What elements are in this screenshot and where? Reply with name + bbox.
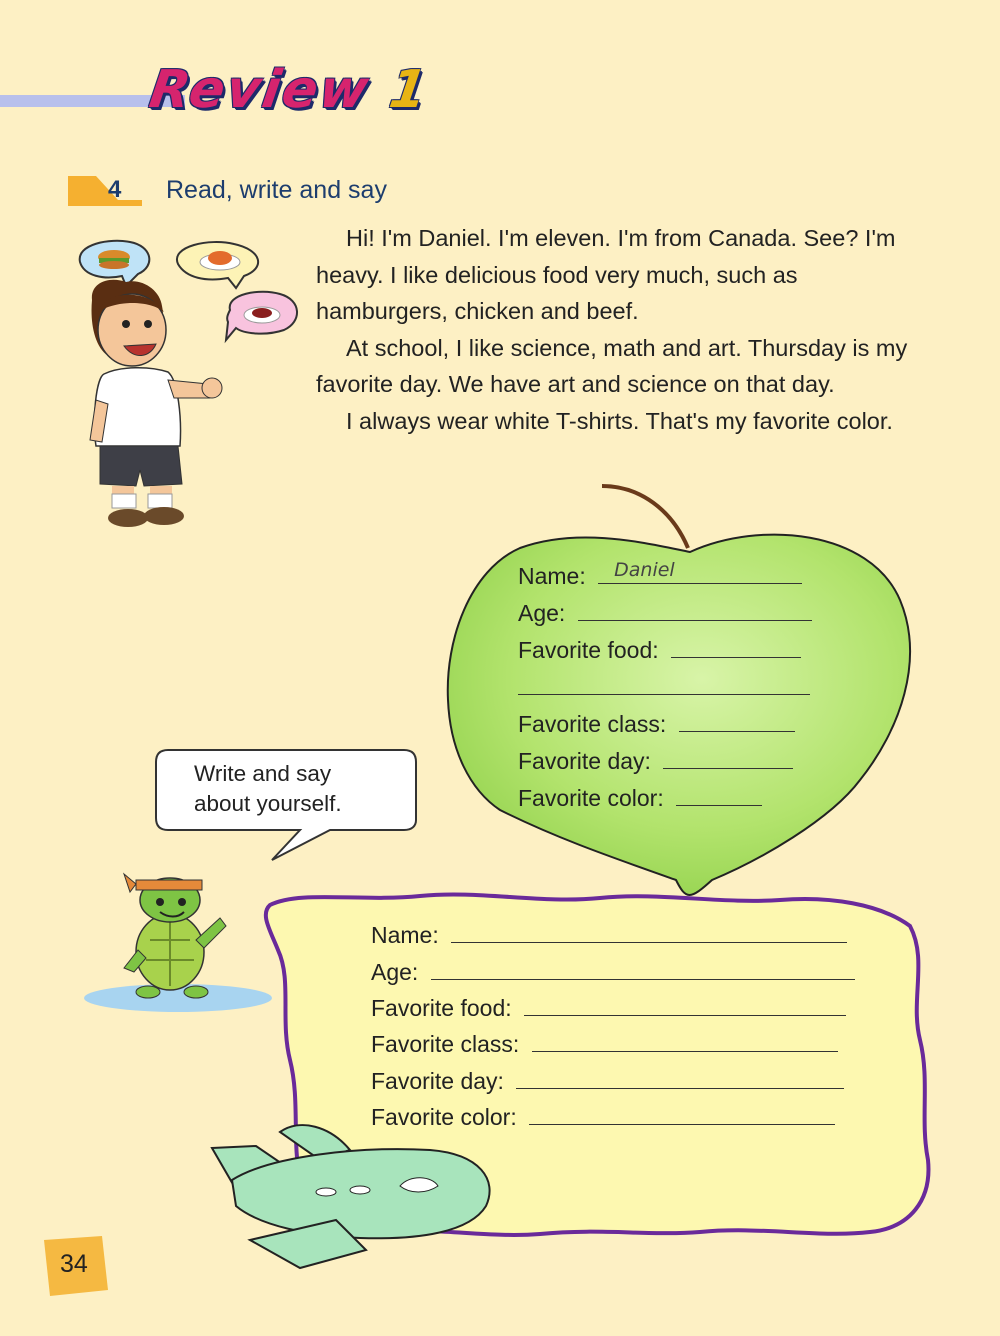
self-name-field[interactable] [451,920,847,943]
leaf-age-label: Age: [518,600,566,626]
leaf-food-field[interactable] [671,635,801,658]
leaf-age-field[interactable] [578,598,812,621]
leaf-color-label: Favorite color: [518,785,664,811]
leaf-class-label: Favorite class: [518,711,667,737]
self-form-food-row [371,993,846,1023]
leaf-form-day-row [518,746,793,776]
leaf-food-field-2[interactable] [518,672,810,695]
leaf-color-field[interactable] [676,783,762,806]
self-day-field[interactable] [516,1066,844,1089]
reading-paragraph-3: I always wear white T-shirts. That's my favorite color. [346,407,893,434]
speech-bubble-line-2: about yourself. [194,791,342,816]
leaf-day-label: Favorite day: [518,748,651,774]
self-age-label: Age: [371,959,419,985]
self-day-label: Favorite day: [371,1068,504,1094]
leaf-name-label: Name: [518,563,586,589]
leaf-form-age-row [518,598,812,628]
self-name-label: Name: [371,922,439,948]
leaf-form-food-row [518,635,801,665]
leaf-food-label: Favorite food: [518,637,659,663]
self-food-field[interactable] [524,993,846,1016]
self-age-field[interactable] [431,957,855,980]
leaf-name-value: Daniel [614,559,675,581]
page-title-main: Review [145,60,374,120]
self-form-name-row [371,920,847,950]
self-color-label: Favorite color: [371,1104,517,1130]
speech-bubble-line-1: Write and say [194,761,332,786]
section-number-tab [68,176,142,206]
reading-paragraph-1: Hi! I'm Daniel. I'm eleven. I'm from Canada. See? I'm heavy. I like delicious food very much, such as hamburgers, chicken and beef. [316,225,896,325]
self-class-field[interactable] [532,1029,838,1052]
self-form-color-row [371,1102,835,1132]
leaf-form-food-row-2 [518,672,810,702]
leaf-day-field[interactable] [663,746,793,769]
self-class-label: Favorite class: [371,1031,520,1057]
speech-bubble-text [194,759,342,819]
hamburger-bubble-icon [80,241,150,286]
leaf-form-name-row [518,561,802,591]
page-number: 34 [60,1250,88,1278]
section-title: Read, write and say [166,176,387,204]
chicken-bubble-icon [177,242,258,288]
reading-paragraph-2: At school, I like science, math and art. Thursday is my favorite day. We have art and science on that day. [316,334,908,398]
leaf-form-color-row [518,783,762,813]
self-form-class-row [371,1029,838,1059]
self-form-age-row [371,957,855,987]
self-form-day-row [371,1066,844,1096]
section-number: 4 [108,176,122,203]
self-color-field[interactable] [529,1102,835,1125]
page-title-number: 1 [385,60,433,120]
self-food-label: Favorite food: [371,995,512,1021]
beef-bubble-icon [226,292,297,340]
turtle-mascot-illustration [84,874,272,1012]
leaf-class-field[interactable] [679,709,795,732]
leaf-name-field[interactable] [598,561,802,584]
leaf-form-class-row [518,709,795,739]
reading-passage [316,220,916,440]
boy-daniel-illustration [90,280,222,527]
